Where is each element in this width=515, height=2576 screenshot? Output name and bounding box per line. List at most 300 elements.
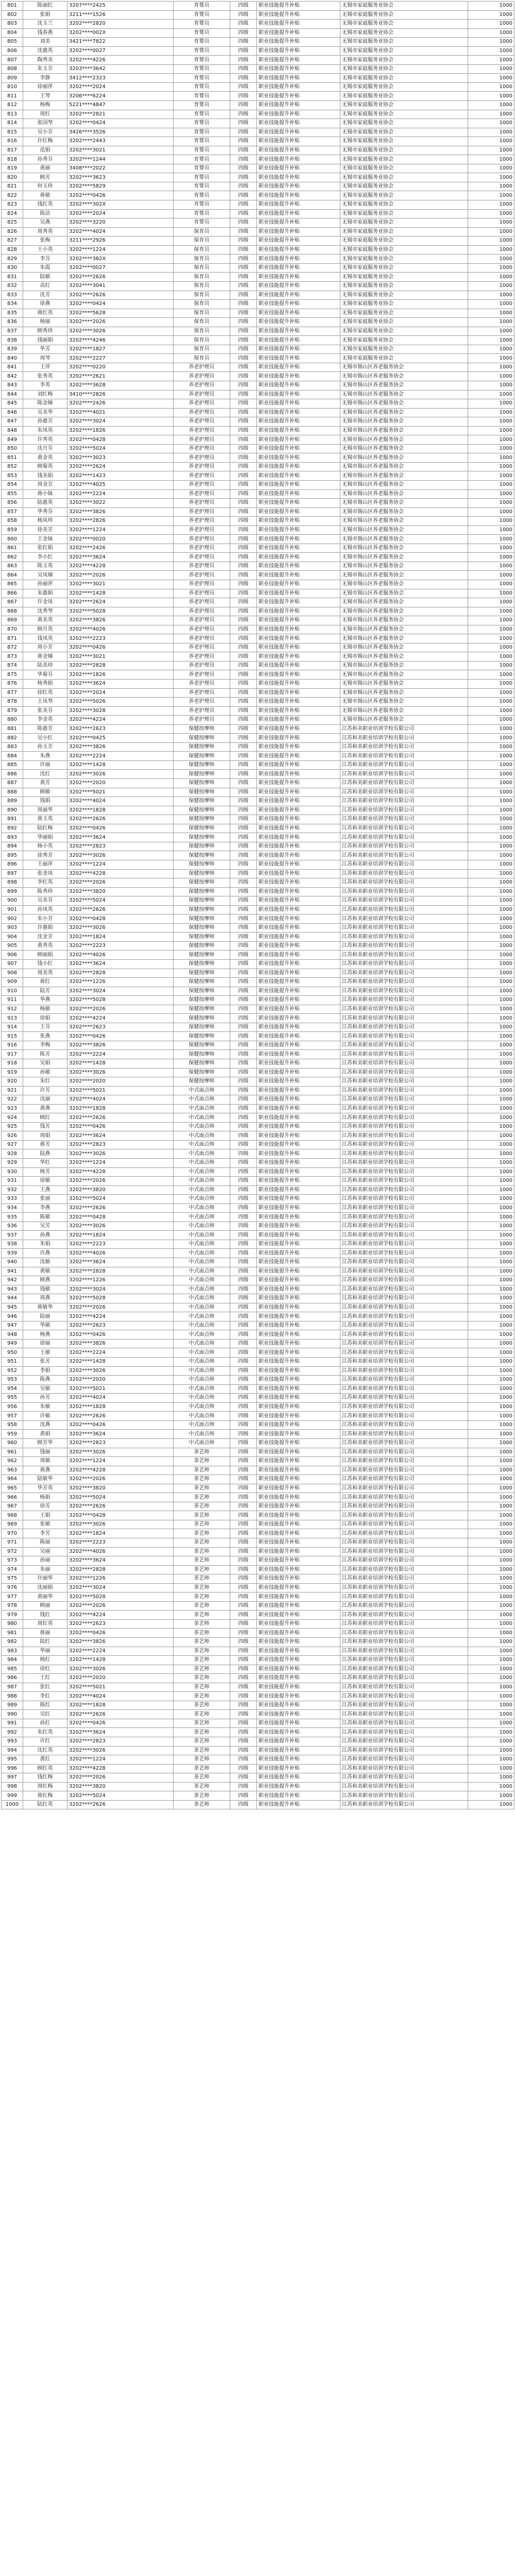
cell-id-number: 3202****0428 (67, 1511, 174, 1520)
cell-name: 杨敏 (23, 1005, 67, 1014)
cell-level: 四级 (230, 571, 257, 580)
table-row (2, 1095, 514, 1105)
cell-name: 高红 (23, 281, 67, 291)
cell-serial-no: 827 (2, 236, 23, 246)
table-row (2, 933, 514, 942)
cell-level: 四级 (230, 363, 257, 372)
cell-serial-no: 937 (2, 1231, 23, 1240)
cell-amount: 1000 (468, 1204, 514, 1213)
cell-id-number: 3202****3624 (67, 1430, 174, 1439)
cell-occupation: 养老护理员 (174, 435, 230, 445)
cell-serial-no: 831 (2, 273, 23, 282)
table-row (2, 987, 514, 996)
cell-training-unit: 江苏和美职业培训学校有限公司 (340, 951, 468, 960)
cell-amount: 1000 (468, 1376, 514, 1385)
cell-occupation: 养老护理员 (174, 517, 230, 526)
cell-training-unit: 江苏和美职业培训学校有限公司 (340, 969, 468, 978)
cell-name: 王娟 (23, 1511, 67, 1520)
cell-amount: 1000 (468, 64, 514, 74)
cell-name: 陈秀珍 (23, 887, 67, 896)
cell-training-unit: 江苏和美职业培训学校有限公司 (340, 797, 468, 806)
cell-occupation: 中式面点师 (174, 1402, 230, 1412)
cell-id-number: 3202****2626 (67, 815, 174, 824)
cell-id-number: 3202****382X (67, 255, 174, 264)
cell-amount: 1000 (468, 987, 514, 996)
cell-subsidy-project: 职业技能提升补贴 (257, 1258, 340, 1267)
table-row (2, 1231, 514, 1240)
cell-occupation: 茶艺师 (174, 1475, 230, 1484)
cell-level: 四级 (230, 381, 257, 390)
cell-subsidy-project: 职业技能提升补贴 (257, 1800, 340, 1809)
cell-amount: 1000 (468, 209, 514, 218)
cell-occupation: 保健按摩师 (174, 1068, 230, 1077)
cell-name: 沈丽娟 (23, 1583, 67, 1592)
cell-name: 周燕 (23, 1294, 67, 1303)
table-row (2, 724, 514, 734)
cell-occupation: 养老护理员 (174, 706, 230, 716)
cell-level: 四级 (230, 1475, 257, 1484)
cell-occupation: 育婴员 (174, 92, 230, 101)
cell-serial-no: 820 (2, 173, 23, 182)
cell-subsidy-project: 职业技能提升补贴 (257, 553, 340, 562)
cell-subsidy-project: 职业技能提升补贴 (257, 1059, 340, 1068)
cell-serial-no: 902 (2, 914, 23, 924)
cell-occupation: 中式面点师 (174, 1195, 230, 1204)
cell-name: 吴芳 (23, 1222, 67, 1231)
cell-serial-no: 991 (2, 1719, 23, 1728)
cell-id-number: 3202****1226 (67, 1574, 174, 1584)
cell-id-number: 3202****3026 (67, 1520, 174, 1529)
cell-level: 四级 (230, 716, 257, 725)
cell-level: 四级 (230, 1167, 257, 1177)
cell-subsidy-project: 职业技能提升补贴 (257, 471, 340, 481)
cell-serial-no: 880 (2, 716, 23, 725)
cell-amount: 1000 (468, 200, 514, 210)
cell-serial-no: 947 (2, 1321, 23, 1330)
cell-occupation: 保健按摩师 (174, 1059, 230, 1068)
cell-level: 四级 (230, 842, 257, 851)
cell-level: 四级 (230, 535, 257, 544)
cell-id-number: 3202****3826 (67, 616, 174, 625)
cell-training-unit: 江苏和美职业培训学校有限公司 (340, 1601, 468, 1611)
cell-amount: 1000 (468, 1050, 514, 1059)
cell-subsidy-project: 职业技能提升补贴 (257, 797, 340, 806)
cell-serial-no: 969 (2, 1520, 23, 1529)
cell-id-number: 3202****1826 (67, 670, 174, 680)
cell-occupation: 中式面点师 (174, 1285, 230, 1294)
cell-training-unit: 江苏和美职业培训学校有限公司 (340, 887, 468, 896)
cell-training-unit: 无锡市家庭服务业协会 (340, 263, 468, 273)
cell-amount: 1000 (468, 978, 514, 987)
cell-occupation: 中式面点师 (174, 1303, 230, 1312)
cell-occupation: 保健按摩师 (174, 742, 230, 752)
cell-name: 黄丽 (23, 164, 67, 173)
cell-level: 四级 (230, 1710, 257, 1719)
cell-serial-no: 953 (2, 1376, 23, 1385)
cell-occupation: 茶艺师 (174, 1611, 230, 1620)
cell-training-unit: 无锡市锡山区养老服务协会 (340, 507, 468, 517)
cell-id-number: 3202****4224 (67, 1312, 174, 1321)
cell-level: 四级 (230, 1611, 257, 1620)
table-row (2, 444, 514, 453)
cell-training-unit: 江苏和美职业培训学校有限公司 (340, 1276, 468, 1285)
cell-amount: 1000 (468, 263, 514, 273)
cell-occupation: 中式面点师 (174, 1213, 230, 1222)
cell-id-number: 3202****1428 (67, 760, 174, 770)
cell-training-unit: 无锡市锡山区养老服务协会 (340, 688, 468, 698)
cell-amount: 1000 (468, 137, 514, 146)
cell-name: 钱春燕 (23, 28, 67, 38)
cell-serial-no: 882 (2, 734, 23, 743)
cell-subsidy-project: 职业技能提升补贴 (257, 263, 340, 273)
cell-occupation: 保育员 (174, 291, 230, 300)
cell-subsidy-project: 职业技能提升补贴 (257, 1665, 340, 1674)
cell-name: 孙燕 (23, 1231, 67, 1240)
cell-amount: 1000 (468, 399, 514, 409)
cell-level: 四级 (230, 1538, 257, 1547)
cell-training-unit: 江苏和美职业培训学校有限公司 (340, 1095, 468, 1105)
table-row (2, 318, 514, 327)
cell-training-unit: 无锡市家庭服务业协会 (340, 345, 468, 354)
cell-occupation: 中式面点师 (174, 1122, 230, 1131)
cell-id-number: 3202****2020 (67, 1376, 174, 1385)
cell-serial-no: 862 (2, 553, 23, 562)
table-row (2, 1629, 514, 1638)
table-row (2, 941, 514, 951)
cell-amount: 1000 (468, 1674, 514, 1683)
cell-id-number: 3202****2020 (67, 779, 174, 788)
cell-subsidy-project: 职业技能提升补贴 (257, 869, 340, 878)
cell-subsidy-project: 职业技能提升补贴 (257, 1159, 340, 1168)
cell-level: 四级 (230, 734, 257, 743)
table-row (2, 236, 514, 246)
cell-name: 黄丽华 (23, 1592, 67, 1602)
cell-training-unit: 无锡市锡山区养老服务协会 (340, 589, 468, 598)
cell-level: 四级 (230, 1023, 257, 1032)
cell-id-number: 3202****2224 (67, 752, 174, 761)
cell-amount: 1000 (468, 381, 514, 390)
cell-name: 李梅 (23, 1041, 67, 1050)
cell-level: 四级 (230, 173, 257, 182)
cell-amount: 1000 (468, 20, 514, 29)
cell-occupation: 茶艺师 (174, 1565, 230, 1574)
cell-training-unit: 江苏和美职业培训学校有限公司 (340, 941, 468, 951)
cell-subsidy-project: 职业技能提升补贴 (257, 996, 340, 1005)
cell-subsidy-project: 职业技能提升补贴 (257, 580, 340, 589)
cell-subsidy-project: 职业技能提升补贴 (257, 218, 340, 228)
cell-level: 四级 (230, 788, 257, 797)
cell-subsidy-project: 职业技能提升补贴 (257, 46, 340, 56)
cell-level: 四级 (230, 137, 257, 146)
cell-occupation: 保健按摩师 (174, 987, 230, 996)
table-row (2, 1574, 514, 1584)
cell-serial-no: 889 (2, 797, 23, 806)
table-row (2, 354, 514, 363)
table-row (2, 1213, 514, 1222)
cell-id-number: 3202****3028 (67, 706, 174, 716)
cell-id-number: 3202****1428 (67, 589, 174, 598)
cell-level: 四级 (230, 453, 257, 463)
cell-id-number: 3202****5021 (67, 1384, 174, 1394)
cell-level: 四级 (230, 1113, 257, 1123)
cell-name: 陆燕 (23, 1149, 67, 1159)
cell-occupation: 养老护理员 (174, 372, 230, 381)
cell-name: 周红 (23, 110, 67, 119)
cell-serial-no: 972 (2, 1547, 23, 1556)
cell-training-unit: 无锡市锡山区养老服务协会 (340, 616, 468, 625)
table-row (2, 1167, 514, 1177)
cell-subsidy-project: 职业技能提升补贴 (257, 670, 340, 680)
cell-occupation: 养老护理员 (174, 408, 230, 417)
cell-amount: 1000 (468, 1185, 514, 1195)
table-row (2, 1601, 514, 1611)
cell-id-number: 3202****0428 (67, 914, 174, 924)
table-row (2, 824, 514, 833)
cell-amount: 1000 (468, 10, 514, 20)
cell-level: 四级 (230, 1484, 257, 1493)
cell-occupation: 养老护理员 (174, 625, 230, 634)
cell-subsidy-project: 职业技能提升补贴 (257, 1475, 340, 1484)
cell-amount: 1000 (468, 760, 514, 770)
cell-id-number: 3202****3820 (67, 1484, 174, 1493)
cell-level: 四级 (230, 1665, 257, 1674)
cell-subsidy-project: 职业技能提升补贴 (257, 1267, 340, 1276)
cell-amount: 1000 (468, 1619, 514, 1629)
cell-amount: 1000 (468, 101, 514, 110)
cell-amount: 1000 (468, 1728, 514, 1737)
cell-serial-no: 869 (2, 616, 23, 625)
table-row (2, 327, 514, 336)
cell-name: 黄秀英 (23, 941, 67, 951)
cell-training-unit: 江苏和美职业培训学校有限公司 (340, 914, 468, 924)
table-row (2, 625, 514, 634)
cell-serial-no: 910 (2, 987, 23, 996)
cell-amount: 1000 (468, 480, 514, 489)
table-row (2, 788, 514, 797)
cell-name: 吴小芳 (23, 128, 67, 137)
cell-serial-no: 881 (2, 724, 23, 734)
cell-serial-no: 967 (2, 1502, 23, 1511)
cell-subsidy-project: 职业技能提升补贴 (257, 489, 340, 499)
cell-subsidy-project: 职业技能提升补贴 (257, 1050, 340, 1059)
cell-level: 四级 (230, 444, 257, 453)
cell-name: 蒋敏华 (23, 1303, 67, 1312)
cell-serial-no: 904 (2, 933, 23, 942)
cell-level: 四级 (230, 1077, 257, 1087)
cell-training-unit: 江苏和美职业培训学校有限公司 (340, 1285, 468, 1294)
cell-occupation: 中式面点师 (174, 1177, 230, 1186)
table-row (2, 1005, 514, 1014)
cell-amount: 1000 (468, 354, 514, 363)
cell-training-unit: 江苏和美职业培训学校有限公司 (340, 734, 468, 743)
cell-training-unit: 无锡市锡山区养老服务协会 (340, 517, 468, 526)
cell-training-unit: 无锡市家庭服务业协会 (340, 255, 468, 264)
cell-id-number: 3202****2026 (67, 1601, 174, 1611)
cell-occupation: 茶艺师 (174, 1547, 230, 1556)
cell-occupation: 茶艺师 (174, 1592, 230, 1602)
cell-occupation: 养老护理员 (174, 535, 230, 544)
cell-training-unit: 江苏和美职业培训学校有限公司 (340, 1502, 468, 1511)
table-row (2, 1348, 514, 1358)
cell-amount: 1000 (468, 164, 514, 173)
cell-level: 四级 (230, 1430, 257, 1439)
cell-level: 四级 (230, 1656, 257, 1665)
cell-training-unit: 无锡市锡山区养老服务协会 (340, 399, 468, 409)
cell-amount: 1000 (468, 996, 514, 1005)
cell-amount: 1000 (468, 770, 514, 779)
cell-subsidy-project: 职业技能提升补贴 (257, 752, 340, 761)
table-row (2, 1592, 514, 1602)
table-row (2, 1222, 514, 1231)
cell-name: 蒋敏 (23, 191, 67, 200)
cell-name: 杨秀娟 (23, 680, 67, 689)
cell-amount: 1000 (468, 598, 514, 607)
cell-name: 陈玉英 (23, 562, 67, 571)
table-row (2, 1692, 514, 1701)
cell-amount: 1000 (468, 1330, 514, 1340)
cell-occupation: 育婴员 (174, 164, 230, 173)
cell-name: 朱燕 (23, 752, 67, 761)
table-row (2, 1438, 514, 1448)
table-row (2, 1059, 514, 1068)
cell-training-unit: 江苏和美职业培训学校有限公司 (340, 815, 468, 824)
cell-subsidy-project: 职业技能提升补贴 (257, 1674, 340, 1683)
cell-serial-no: 830 (2, 263, 23, 273)
cell-id-number: 3202****3024 (67, 1583, 174, 1592)
cell-occupation: 育婴员 (174, 209, 230, 218)
cell-serial-no: 997 (2, 1773, 23, 1783)
cell-amount: 1000 (468, 281, 514, 291)
table-row (2, 661, 514, 670)
cell-level: 四级 (230, 1358, 257, 1367)
cell-name: 杨红 (23, 1656, 67, 1665)
cell-id-number: 3202****3026 (67, 327, 174, 336)
cell-subsidy-project: 职业技能提升补贴 (257, 788, 340, 797)
cell-subsidy-project: 职业技能提升补贴 (257, 607, 340, 616)
table-row (2, 734, 514, 743)
cell-training-unit: 无锡市锡山区养老服务协会 (340, 372, 468, 381)
cell-training-unit: 江苏和美职业培训学校有限公司 (340, 806, 468, 815)
table-row (2, 372, 514, 381)
cell-name: 吴燕 (23, 218, 67, 228)
cell-subsidy-project: 职业技能提升补贴 (257, 1095, 340, 1105)
cell-id-number: 3202****4026 (67, 625, 174, 634)
table-row (2, 634, 514, 643)
cell-subsidy-project: 职业技能提升补贴 (257, 517, 340, 526)
cell-subsidy-project: 职业技能提升补贴 (257, 969, 340, 978)
cell-occupation: 保育员 (174, 273, 230, 282)
cell-training-unit: 江苏和美职业培训学校有限公司 (340, 1457, 468, 1466)
table-row (2, 164, 514, 173)
cell-training-unit: 无锡市锡山区养老服务协会 (340, 471, 468, 481)
cell-name: 蒋红梅 (23, 1791, 67, 1801)
cell-amount: 1000 (468, 74, 514, 83)
cell-name: 朱娟 (23, 1240, 67, 1249)
cell-amount: 1000 (468, 1746, 514, 1755)
cell-subsidy-project: 职业技能提升补贴 (257, 309, 340, 318)
cell-training-unit: 无锡市家庭服务业协会 (340, 28, 468, 38)
cell-id-number: 3202****1244 (67, 155, 174, 164)
cell-serial-no: 959 (2, 1430, 23, 1439)
cell-level: 四级 (230, 851, 257, 860)
cell-name: 吴小红 (23, 734, 67, 743)
cell-training-unit: 江苏和美职业培训学校有限公司 (340, 1376, 468, 1385)
cell-name: 王凤琴 (23, 698, 67, 707)
cell-level: 四级 (230, 1601, 257, 1611)
cell-id-number: 3202****5028 (67, 1294, 174, 1303)
cell-id-number: 3202****2626 (67, 1113, 174, 1123)
table-row (2, 1502, 514, 1511)
cell-subsidy-project: 职业技能提升补贴 (257, 1032, 340, 1041)
cell-occupation: 茶艺师 (174, 1538, 230, 1547)
cell-name: 李小红 (23, 553, 67, 562)
cell-training-unit: 江苏和美职业培训学校有限公司 (340, 1430, 468, 1439)
cell-id-number: 3202****4224 (67, 1014, 174, 1023)
cell-serial-no: 852 (2, 462, 23, 471)
cell-subsidy-project: 职业技能提升补贴 (257, 833, 340, 842)
cell-name: 许红 (23, 1737, 67, 1747)
cell-serial-no: 823 (2, 200, 23, 210)
cell-training-unit: 江苏和美职业培训学校有限公司 (340, 1213, 468, 1222)
cell-level: 四级 (230, 824, 257, 833)
cell-amount: 1000 (468, 1294, 514, 1303)
cell-id-number: 3202****4021 (67, 408, 174, 417)
cell-serial-no: 865 (2, 580, 23, 589)
table-row (2, 245, 514, 255)
cell-serial-no: 840 (2, 354, 23, 363)
cell-amount: 1000 (468, 535, 514, 544)
cell-training-unit: 江苏和美职业培训学校有限公司 (340, 1728, 468, 1737)
cell-training-unit: 无锡市家庭服务业协会 (340, 92, 468, 101)
table-row (2, 471, 514, 481)
cell-name: 王芬 (23, 1023, 67, 1032)
cell-training-unit: 无锡市家庭服务业协会 (340, 119, 468, 128)
table-row (2, 1330, 514, 1340)
table-row (2, 996, 514, 1005)
cell-training-unit: 无锡市家庭服务业协会 (340, 309, 468, 318)
cell-occupation: 育婴员 (174, 28, 230, 38)
cell-training-unit: 江苏和美职业培训学校有限公司 (340, 1177, 468, 1186)
table-row (2, 507, 514, 517)
cell-occupation: 茶艺师 (174, 1665, 230, 1674)
cell-amount: 1000 (468, 1231, 514, 1240)
cell-id-number: 3202****1828 (67, 806, 174, 815)
cell-training-unit: 江苏和美职业培训学校有限公司 (340, 1466, 468, 1475)
cell-amount: 1000 (468, 453, 514, 463)
cell-name: 何玉珍 (23, 182, 67, 191)
cell-serial-no: 998 (2, 1782, 23, 1791)
cell-name: 陆惠英 (23, 499, 67, 508)
table-row (2, 46, 514, 56)
cell-amount: 1000 (468, 1520, 514, 1529)
cell-training-unit: 无锡市家庭服务业协会 (340, 164, 468, 173)
cell-name: 周敏 (23, 1457, 67, 1466)
table-row (2, 806, 514, 815)
cell-level: 四级 (230, 408, 257, 417)
cell-name: 陈丽红 (23, 2, 67, 11)
cell-training-unit: 江苏和美职业培训学校有限公司 (340, 1159, 468, 1168)
cell-id-number: 3202****2626 (67, 291, 174, 300)
cell-subsidy-project: 职业技能提升补贴 (257, 1185, 340, 1195)
table-row (2, 1547, 514, 1556)
cell-name: 顾芳 (23, 173, 67, 182)
cell-training-unit: 江苏和美职业培训学校有限公司 (340, 1556, 468, 1566)
cell-level: 四级 (230, 1014, 257, 1023)
cell-id-number: 3202****2026 (67, 318, 174, 327)
cell-name: 周金芳 (23, 480, 67, 489)
cell-name: 沈惠英 (23, 46, 67, 56)
cell-id-number: 3202****2820 (67, 20, 174, 29)
